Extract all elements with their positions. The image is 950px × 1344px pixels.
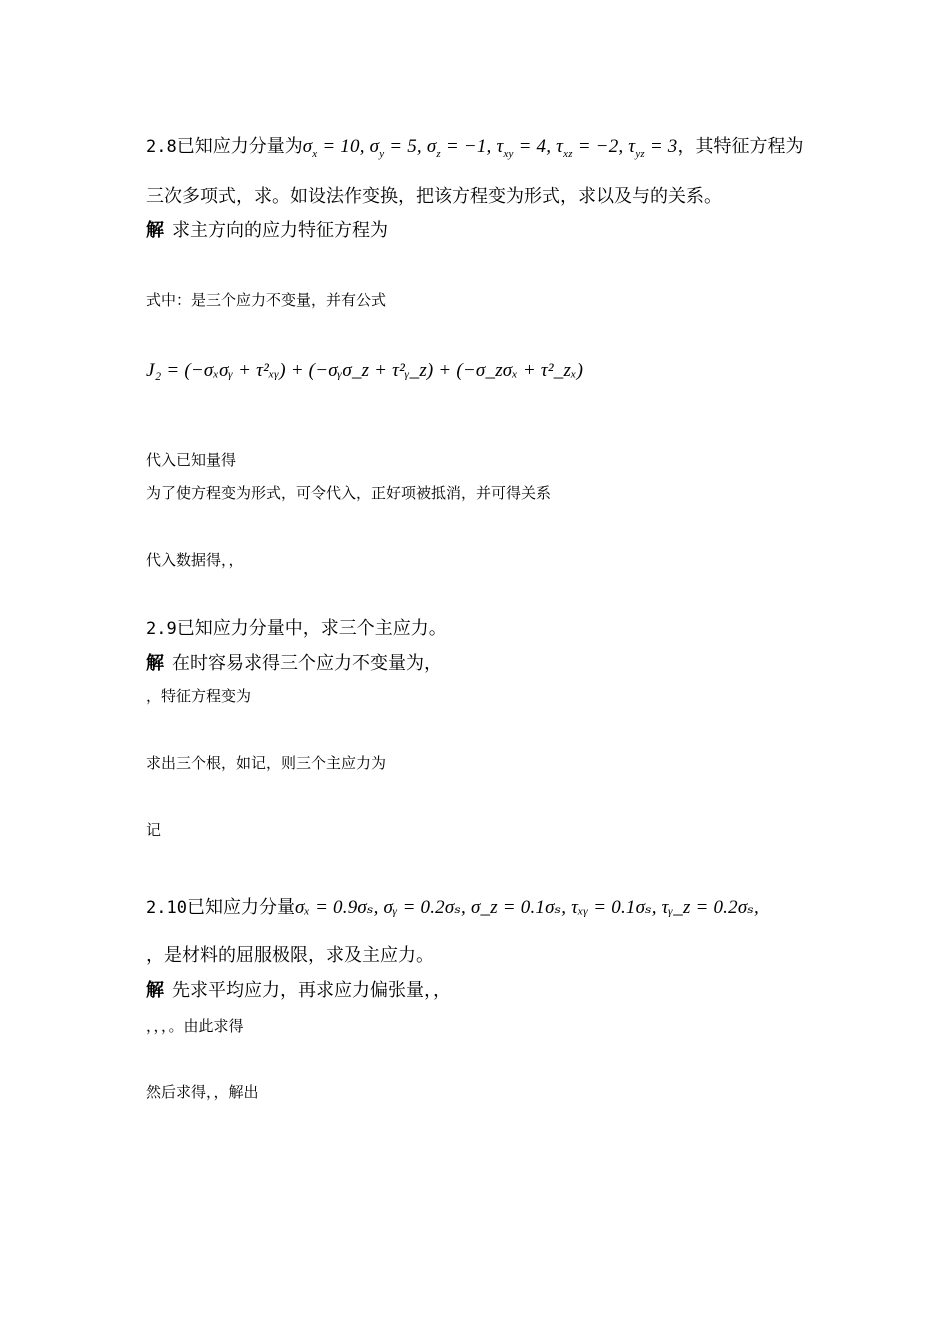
problem-2-8-transform: 为了使方程变为形式，可令代入，正好项被抵消，并可得关系 (146, 484, 552, 502)
problem-number: 2.10 (146, 898, 187, 918)
problem-intro: 已知应力分量为 (176, 136, 303, 157)
problem-2-10-heading (146, 898, 759, 917)
problem-2-8-substitute: 代入已知量得 (146, 451, 237, 469)
problem-2-9-solution (146, 655, 442, 673)
solution-label: 解 (146, 653, 164, 674)
problem-2-10-line4: 然后求得，，解出 (146, 1083, 259, 1101)
problem-2-10-line2: ，是材料的屈服极限，求及主应力。 (146, 945, 434, 966)
problem-2-9-line4: 记 (146, 821, 162, 839)
problem-intro: 已知应力分量 (186, 897, 295, 918)
solution-text: 求主方向的应力特征方程为 (172, 220, 388, 241)
solution-label: 解 (146, 980, 164, 1001)
problem-intro-tail: ，其特征方程为 (677, 136, 804, 157)
problem-2-10-line3: ，，，。由此求得 (146, 1017, 244, 1035)
stress-components-formula: $\sigma_x = 10$, $\sigma_y = 5$, $\sigma_z = -1$, $\tau_{xy} = 4$, $\tau_{xz} = -2$, $\tau_{yz} = 3$ (302, 136, 678, 160)
problem-2-8-formula-intro: 式中：是三个应力不变量，并有公式 (146, 291, 387, 309)
solution-text: 先求平均应力，再求应力偏张量，， (172, 980, 451, 1001)
stress-components-formula: σₓ = 0.9σₛ, σᵧ = 0.2σₛ, σ_z = 0.1σₛ, τₓᵧ = 0.1σₛ, τᵧ_z = 0.2σₛ, (294, 897, 759, 918)
problem-intro: 已知应力分量中，求三个主应力。 (176, 618, 447, 639)
problem-2-8-data: 代入数据得，， (146, 551, 244, 569)
problem-2-10-solution (146, 982, 451, 1000)
problem-number: 2.9 (146, 619, 177, 639)
problem-2-9-line3: 求出三个根，如记，则三个主应力为 (146, 754, 387, 772)
problem-2-8-heading (146, 137, 804, 160)
solution-text: 在时容易求得三个应力不变量为， (172, 653, 442, 674)
j2-formula: J₂ = (−σₓσᵧ + τ²ₓᵧ) + (−σᵧσ_z + τ²ᵧ_z) + (−σ_zσₓ + τ²_zₓ) (146, 360, 584, 381)
problem-2-9-heading (146, 620, 447, 638)
problem-2-9-line2: ，特征方程变为 (146, 687, 252, 705)
problem-number: 2.8 (146, 137, 177, 157)
problem-2-8-solution (146, 222, 388, 240)
solution-label: 解 (146, 220, 164, 241)
problem-2-8-line2: 三次多项式，求。如设法作变换，把该方程变为形式，求以及与的关系。 (146, 186, 722, 207)
